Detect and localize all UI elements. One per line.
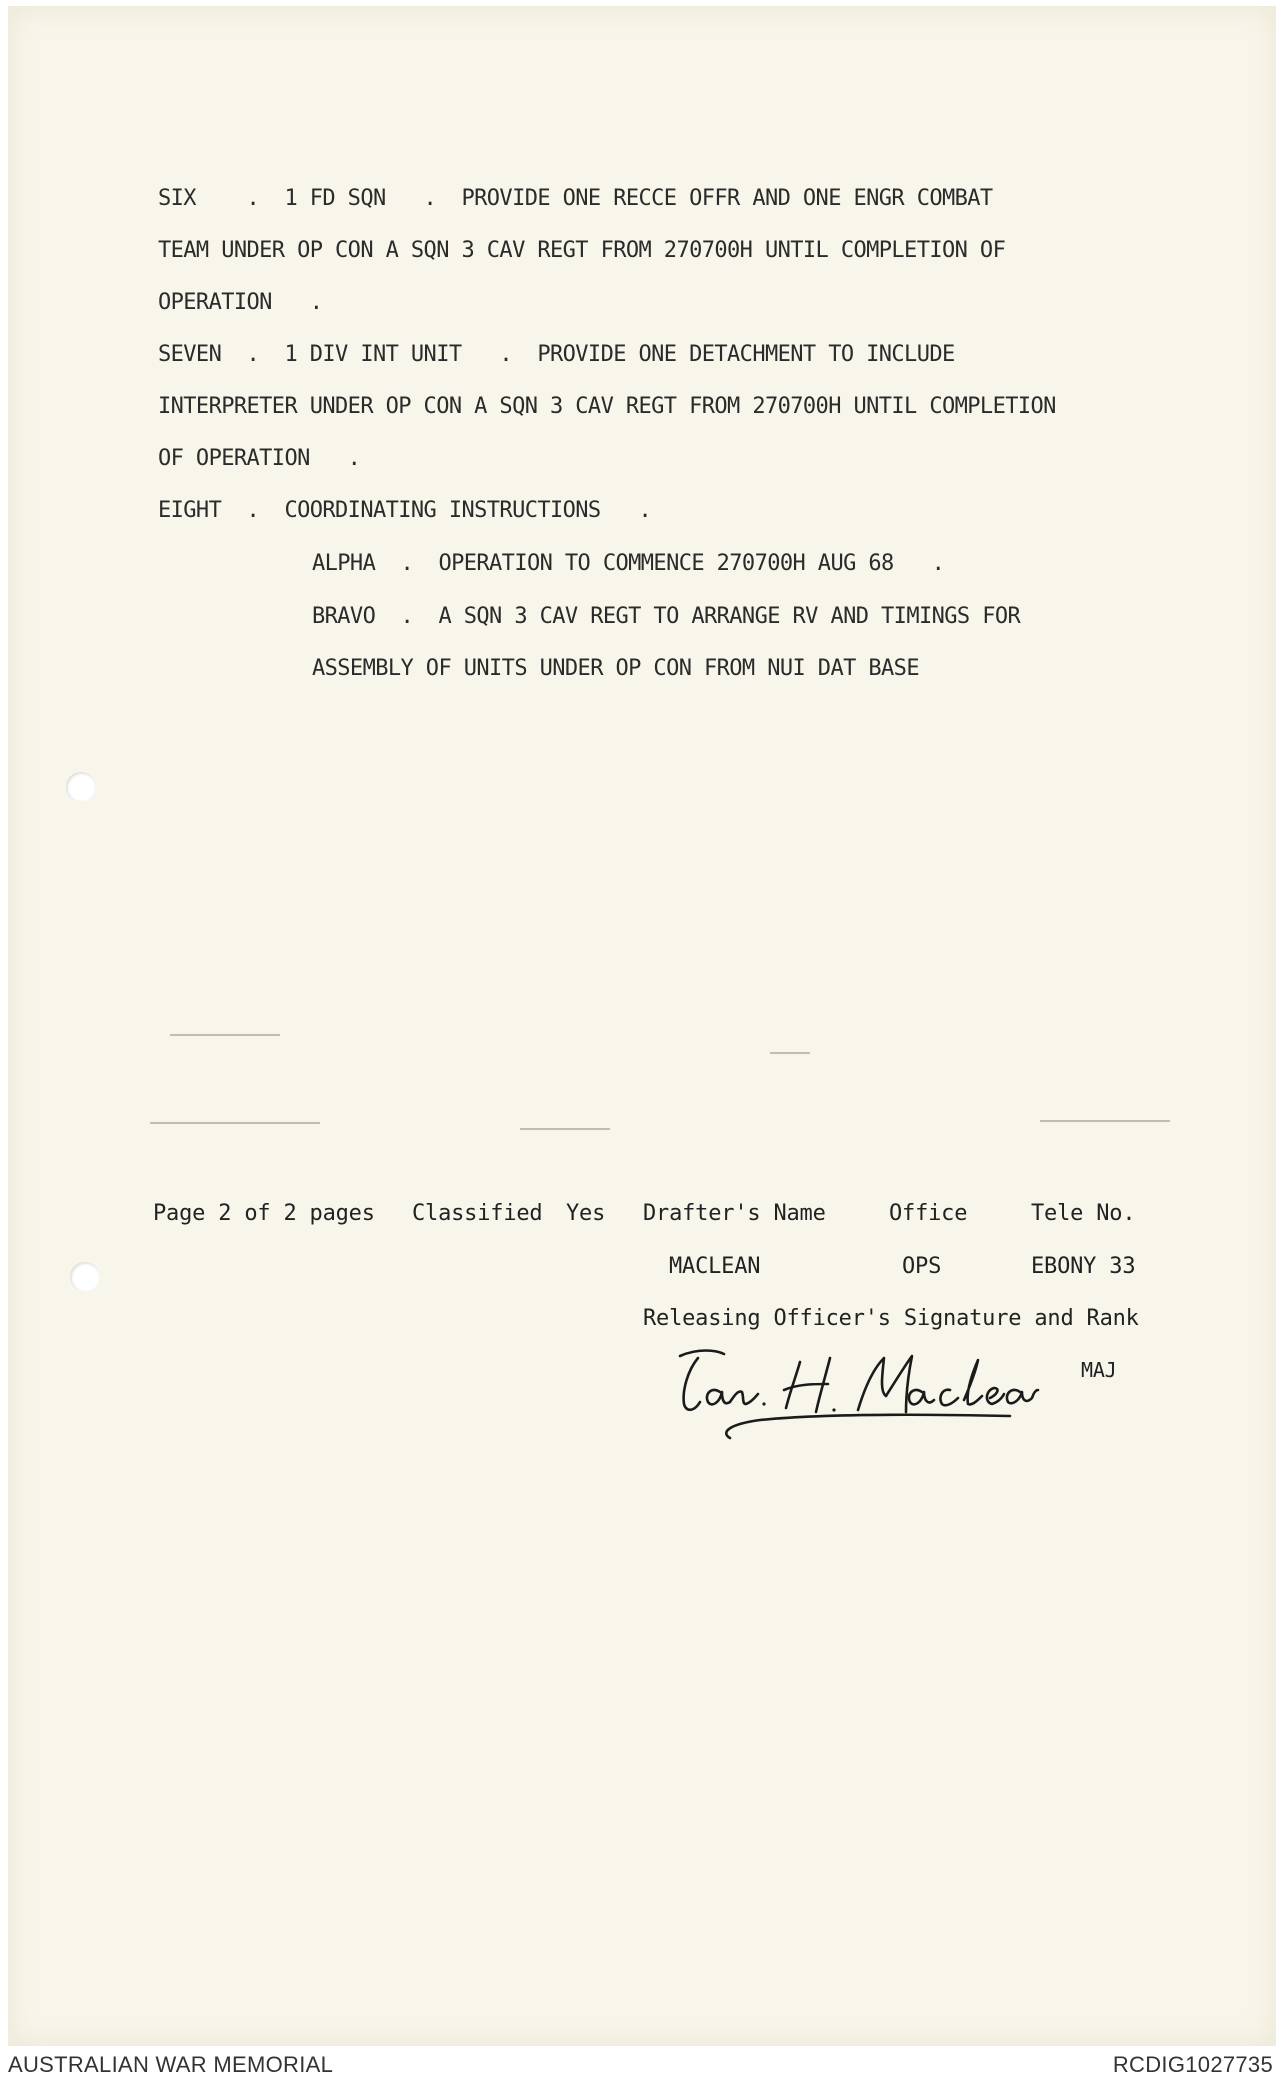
officer-rank: MAJ [1081, 1358, 1117, 1382]
classified-value: Yes [566, 1201, 606, 1226]
drafter-value: MACLEAN [669, 1254, 761, 1279]
message-line-seven-end: OF OPERATION . [158, 446, 361, 471]
message-line-six-cont: TEAM UNDER OP CON A SQN 3 CAV REGT FROM 270700H UNTIL COMPLETION OF [158, 238, 1006, 263]
tele-label: Tele No. [1031, 1201, 1136, 1226]
archive-record-id: RCDIG1027735 [1112, 2052, 1273, 2077]
message-line-six: SIX . 1 FD SQN . PROVIDE ONE RECCE OFFR AND ONE ENGR COMBAT [158, 186, 993, 211]
classified-label: Classified [412, 1201, 543, 1226]
message-line-seven-cont: INTERPRETER UNDER OP CON A SQN 3 CAV REGT FROM 270700H UNTIL COMPLETION [158, 394, 1056, 419]
smudge-mark [1040, 1120, 1170, 1122]
punch-hole-top [66, 772, 96, 802]
message-line-six-end: OPERATION . [158, 290, 323, 315]
message-line-bravo: BRAVO . A SQN 3 CAV REGT TO ARRANGE RV AND TIMINGS FOR [312, 604, 1021, 629]
office-label: Office [889, 1201, 968, 1226]
punch-hole-bottom [70, 1262, 100, 1292]
message-line-seven: SEVEN . 1 DIV INT UNIT . PROVIDE ONE DETACHMENT TO INCLUDE [158, 342, 955, 367]
smudge-mark [520, 1128, 610, 1130]
smudge-mark [170, 1034, 280, 1036]
message-line-bravo-cont: ASSEMBLY OF UNITS UNDER OP CON FROM NUI DAT BASE [312, 656, 919, 681]
message-line-eight: EIGHT . COORDINATING INSTRUCTIONS . [158, 498, 652, 523]
smudge-mark [770, 1052, 810, 1054]
smudge-mark [150, 1122, 320, 1124]
message-line-alpha: ALPHA . OPERATION TO COMMENCE 270700H AUG 68 . [312, 551, 945, 576]
officer-signature [660, 1340, 1040, 1450]
releasing-officer-label: Releasing Officer's Signature and Rank [643, 1306, 1139, 1331]
tele-value: EBONY 33 [1031, 1254, 1136, 1279]
drafter-label: Drafter's Name [643, 1201, 826, 1226]
archive-publisher: AUSTRALIAN WAR MEMORIAL [8, 2052, 334, 2077]
office-value: OPS [902, 1254, 942, 1279]
page-count: Page 2 of 2 pages [153, 1201, 375, 1226]
